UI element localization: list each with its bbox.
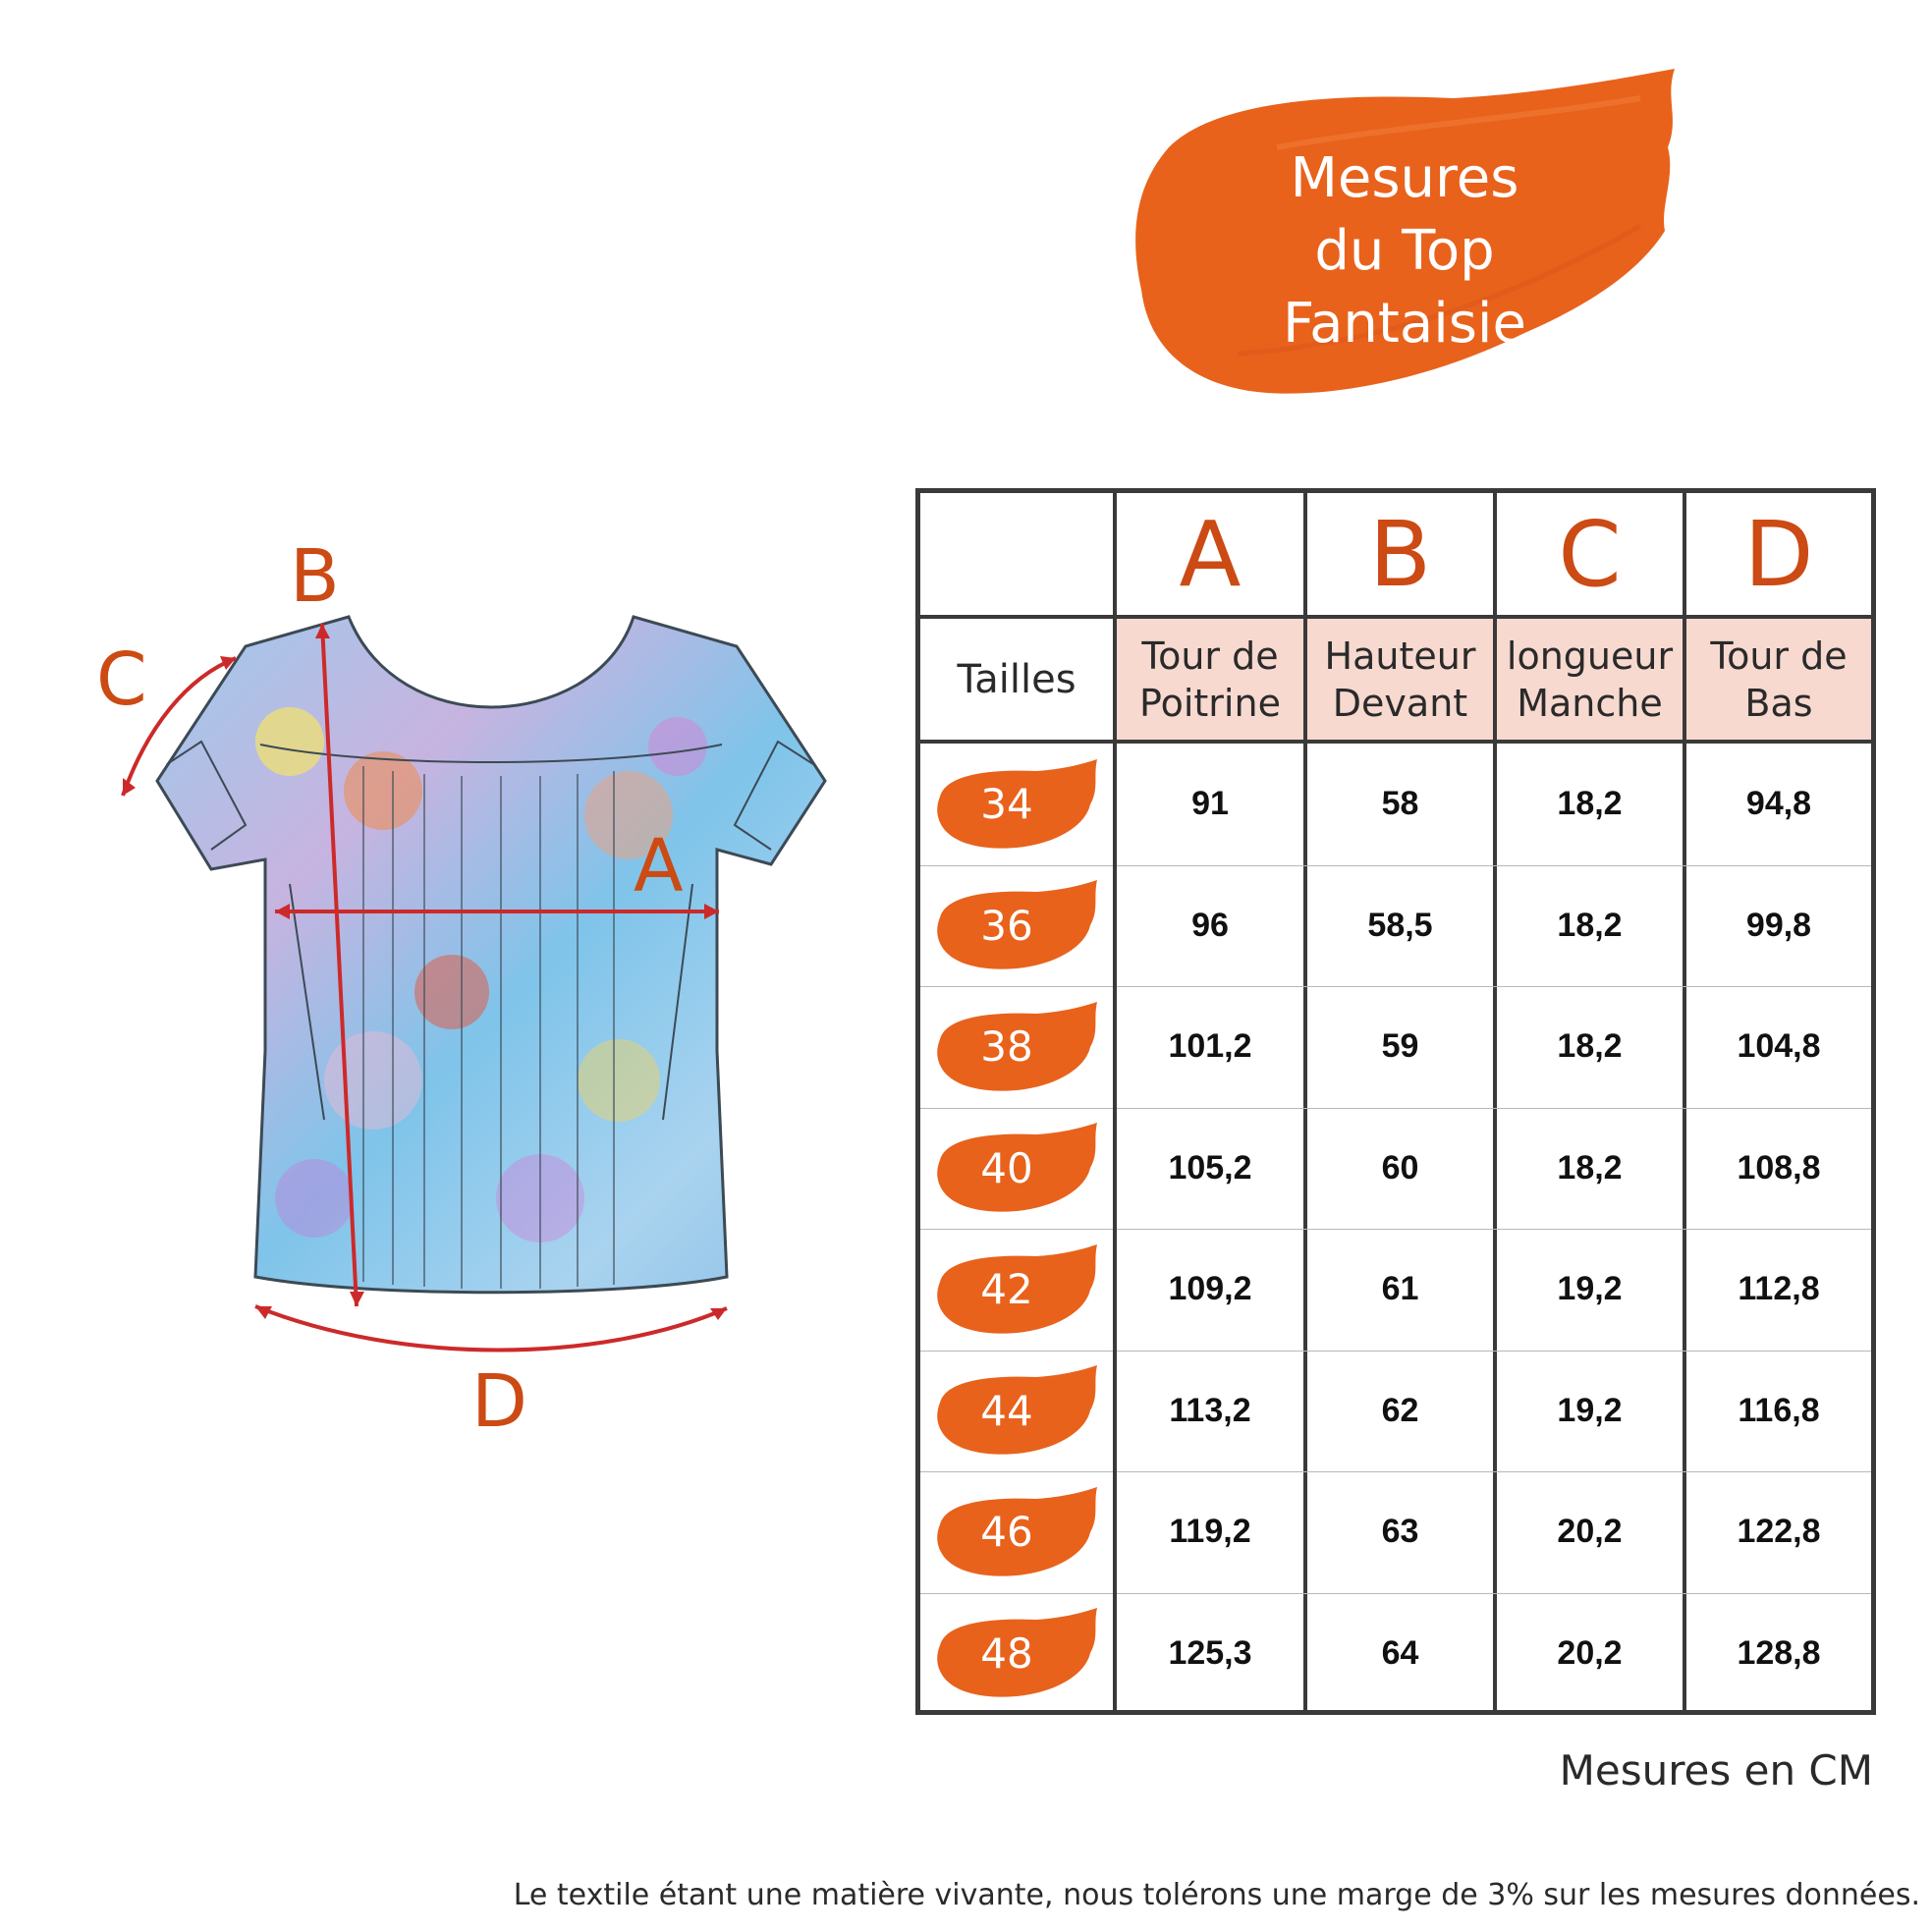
column-name-b <box>1307 619 1493 740</box>
name-header-row <box>920 619 1871 740</box>
title-block <box>1130 59 1689 413</box>
value-hem: 94,8 <box>1745 785 1812 823</box>
size-badge <box>928 1000 1105 1094</box>
column-name-d <box>1686 619 1871 740</box>
value-hem: 116,8 <box>1738 1391 1820 1429</box>
page-title <box>1198 142 1611 360</box>
column-name-b-line2: Devant <box>1332 681 1468 725</box>
size-value: 34 <box>980 780 1033 829</box>
size-chart-table <box>915 488 1876 1715</box>
value-height: 58,5 <box>1367 906 1433 944</box>
size-value: 38 <box>980 1022 1033 1072</box>
value-chest: 125,3 <box>1168 1633 1252 1672</box>
value-chest: 119,2 <box>1169 1513 1251 1551</box>
value-height: 64 <box>1381 1633 1419 1672</box>
label-a: A <box>634 824 684 909</box>
title-line-1: Mesures <box>1290 146 1519 210</box>
column-letter-a: A <box>1179 501 1242 607</box>
value-chest: 113,2 <box>1169 1391 1251 1429</box>
label-d: D <box>471 1359 527 1444</box>
value-height: 60 <box>1381 1148 1419 1187</box>
table-row <box>920 1471 1871 1593</box>
value-chest: 109,2 <box>1168 1270 1252 1308</box>
size-badge <box>928 1485 1105 1579</box>
column-name-d-line1: Tour de <box>1710 634 1848 678</box>
size-value: 46 <box>980 1508 1033 1557</box>
column-name-d-line2: Bas <box>1744 681 1813 725</box>
tolerance-note: Le textile étant une matière vivante, nous tolérons une marge de 3% sur les mesures données. <box>513 1878 1920 1912</box>
garment-diagram <box>79 530 884 1463</box>
value-height: 58 <box>1381 785 1419 823</box>
value-sleeve: 20,2 <box>1557 1633 1623 1672</box>
column-letter-c: C <box>1558 501 1622 607</box>
column-name-c-line1: longueur <box>1506 634 1674 678</box>
value-height: 63 <box>1381 1513 1419 1551</box>
value-chest: 101,2 <box>1168 1027 1252 1066</box>
column-name-a <box>1117 619 1303 740</box>
value-height: 59 <box>1381 1027 1419 1066</box>
column-name-a-line2: Poitrine <box>1139 681 1281 725</box>
size-badge <box>928 1363 1105 1458</box>
size-value: 44 <box>980 1386 1033 1435</box>
value-sleeve: 19,2 <box>1557 1391 1623 1429</box>
value-height: 62 <box>1381 1391 1419 1429</box>
value-sleeve: 20,2 <box>1557 1513 1623 1551</box>
value-hem: 112,8 <box>1738 1270 1820 1308</box>
size-value: 42 <box>980 1265 1033 1314</box>
column-name-a-line1: Tour de <box>1141 634 1279 678</box>
value-sleeve: 18,2 <box>1557 785 1623 823</box>
value-hem: 122,8 <box>1737 1513 1821 1551</box>
table-row <box>920 1229 1871 1351</box>
value-sleeve: 18,2 <box>1557 906 1623 944</box>
value-chest: 105,2 <box>1168 1148 1252 1187</box>
size-badge <box>928 1606 1105 1700</box>
label-b: B <box>290 534 340 619</box>
value-sleeve: 18,2 <box>1557 1148 1623 1187</box>
value-hem: 108,8 <box>1737 1148 1821 1187</box>
size-badge <box>928 757 1105 852</box>
table-row <box>920 744 1871 865</box>
title-line-3: Fantaisie <box>1283 292 1526 356</box>
value-chest: 91 <box>1191 785 1229 823</box>
column-name-c <box>1497 619 1683 740</box>
table-row <box>920 865 1871 987</box>
top-illustration <box>79 530 884 1463</box>
size-badge <box>928 1121 1105 1215</box>
units-note: Mesures en CM <box>1559 1746 1873 1794</box>
value-chest: 96 <box>1191 906 1229 944</box>
table-row <box>920 1351 1871 1472</box>
letter-header-row <box>920 493 1871 615</box>
value-sleeve: 18,2 <box>1557 1027 1623 1066</box>
size-value: 48 <box>980 1628 1033 1678</box>
size-value: 36 <box>980 901 1033 950</box>
value-hem: 99,8 <box>1745 906 1812 944</box>
column-letter-b: B <box>1368 501 1432 607</box>
value-hem: 128,8 <box>1737 1633 1821 1672</box>
table-row <box>920 986 1871 1108</box>
table-row <box>920 1593 1871 1715</box>
sizes-header: Tailles <box>957 656 1076 702</box>
size-badge <box>928 1242 1105 1337</box>
size-value: 40 <box>980 1143 1033 1192</box>
value-hem: 104,8 <box>1737 1027 1821 1066</box>
title-line-2: du Top <box>1314 219 1495 283</box>
size-badge <box>928 878 1105 972</box>
table-row <box>920 1108 1871 1230</box>
label-c: C <box>96 637 147 722</box>
column-name-b-line1: Hauteur <box>1324 634 1476 678</box>
value-height: 61 <box>1381 1270 1419 1308</box>
column-letter-d: D <box>1743 501 1814 607</box>
value-sleeve: 19,2 <box>1557 1270 1623 1308</box>
column-name-c-line2: Manche <box>1517 681 1663 725</box>
